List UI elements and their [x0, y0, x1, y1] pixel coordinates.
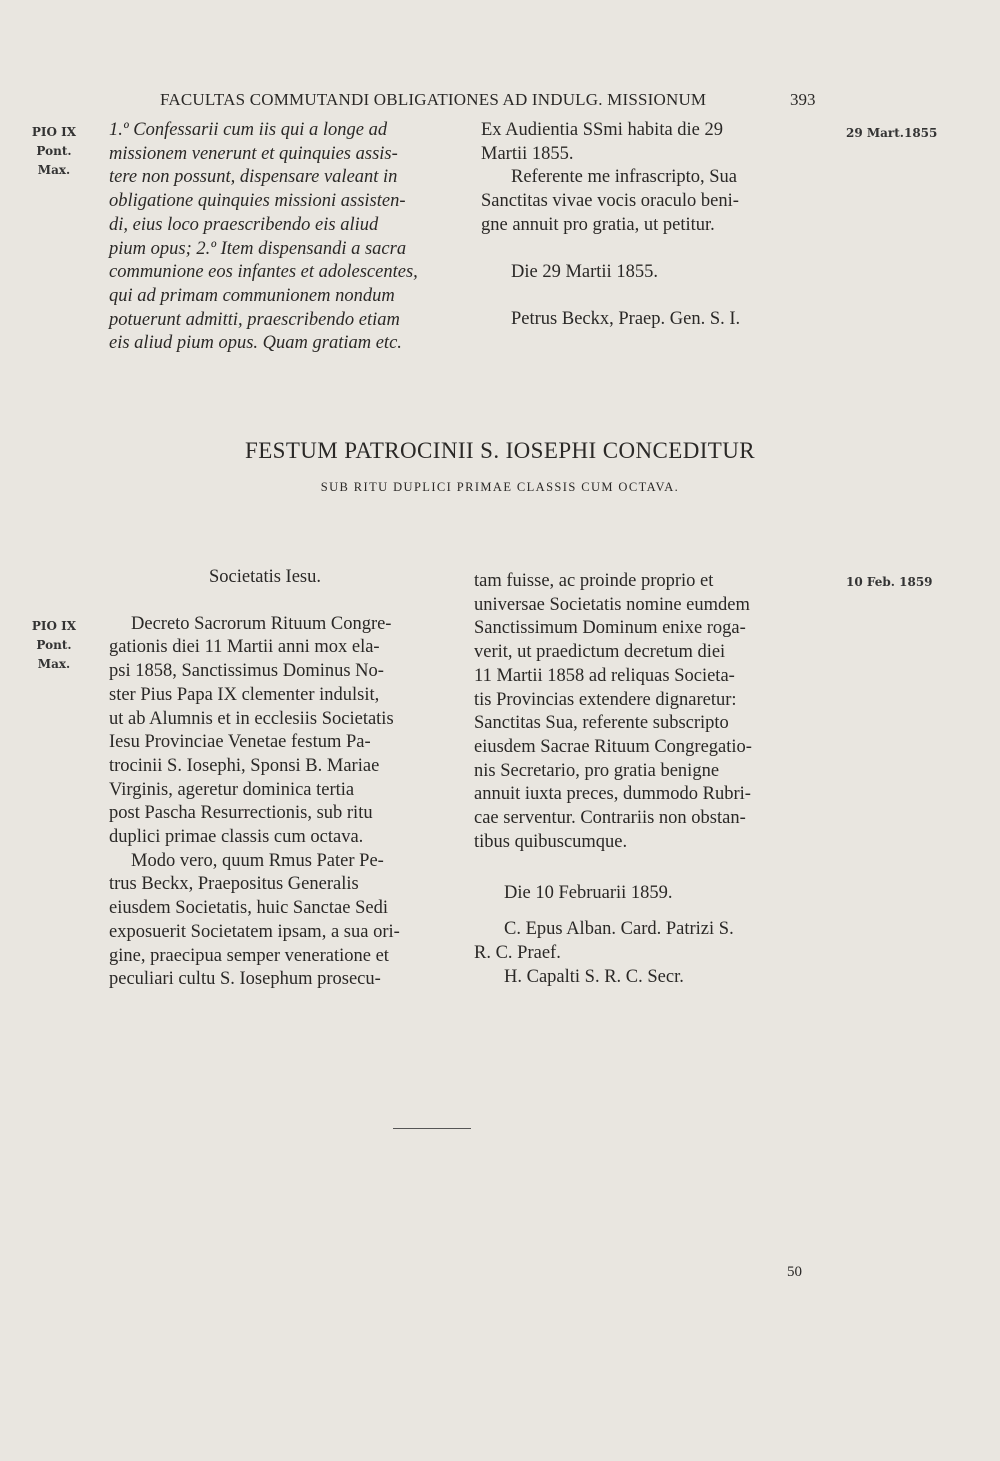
text-line: Decreto Sacrorum Rituum Congre-	[131, 613, 392, 634]
text-line: pium opus; 2.º Item dispensandi a sacra	[109, 238, 407, 259]
text-line: communione eos infantes et adolescentes,	[109, 262, 418, 283]
section-title: FESTUM PATROCINII S. IOSEPHI CONCEDITUR	[245, 438, 755, 463]
text-line: Modo vero, quum Rmus Pater Pe-	[131, 850, 384, 871]
text-line: tere non possunt, dispensare valeant in	[109, 167, 398, 188]
text-line: tibus quibuscumque.	[474, 831, 628, 852]
text-line: 1.º Confessarii cum iis qui a longe ad	[109, 120, 388, 140]
signature-mark: 50	[787, 1264, 802, 1280]
signature-line: R. C. Praef.	[474, 942, 561, 963]
text-line: tam fuisse, ac proinde proprio et	[474, 571, 714, 591]
margin-note-pope-1-name: PIO IX	[31, 125, 77, 139]
signature-line: Petrus Beckx, Praep. Gen. S. I.	[511, 309, 741, 330]
text-line: eiusdem Sacrae Rituum Congregatio-	[474, 736, 752, 757]
section1-left-column	[109, 119, 457, 356]
margin-note-pope-1	[22, 123, 86, 180]
margin-note-date-1: 29 Mart.1855	[846, 126, 938, 140]
text-line: psi 1858, Sanctissimus Dominus No-	[109, 661, 384, 682]
text-line: post Pascha Resurrectionis, sub ritu	[109, 803, 373, 824]
margin-note-pope-2	[22, 617, 86, 674]
referente-line: Referente me infrascripto, Sua	[511, 167, 738, 188]
margin-note-pope-2-title: Pont. Max.	[36, 638, 72, 671]
text-line: annuit iuxta preces, dummodo Rubri-	[474, 784, 751, 805]
text-line: Iesu Provinciae Venetae festum Pa-	[109, 732, 371, 753]
text-line: nis Secretario, pro gratia benigne	[474, 760, 720, 781]
text-line: missionem venerunt et quinquies assis-	[109, 143, 398, 164]
closing-rule	[393, 1128, 471, 1129]
text-line: trocinii S. Iosephi, Sponsi B. Mariae	[109, 755, 380, 776]
text-line: ut ab Alumnis et in ecclesiis Societatis	[109, 708, 394, 729]
text-line: Sanctitas Sua, referente subscripto	[474, 713, 729, 734]
sub-heading: Societatis Iesu.	[209, 567, 322, 587]
signature-line: C. Epus Alban. Card. Patrizi S.	[504, 919, 734, 940]
text-line: gine, praecipua semper veneratione et	[109, 945, 389, 966]
text-line: eiusdem Societatis, huic Sanctae Sedi	[109, 898, 388, 919]
text-line: Virginis, ageretur dominica tertia	[109, 779, 355, 800]
text-line: ster Pius Papa IX clementer indulsit,	[109, 684, 380, 705]
text-line: universae Societatis nomine eumdem	[474, 594, 750, 615]
audientia-line: Ex Audientia SSmi habita die 29	[481, 120, 724, 140]
audientia-line: Martii 1855.	[481, 143, 574, 164]
running-header: FACULTAS COMMUTANDI OBLIGATIONES AD INDULG. MISSIONUM	[160, 90, 707, 109]
referente-line: gne annuit pro gratia, ut petitur.	[481, 214, 715, 235]
section2-right-column	[474, 570, 826, 989]
section-subtitle: SUB RITU DUPLICI PRIMAE CLASSIS CUM OCTAVA.	[320, 480, 680, 494]
text-line: qui ad primam communionem nondum	[109, 285, 395, 306]
text-line: di, eius loco praescribendo eis aliud	[109, 214, 379, 235]
margin-note-pope-1-title: Pont. Max.	[36, 144, 72, 177]
text-line: potuerunt admitti, praescribendo etiam	[109, 309, 400, 330]
text-line: exposuerit Societatem ipsam, a sua ori-	[109, 921, 400, 942]
text-line: tis Provincias extendere dignaretur:	[474, 689, 737, 710]
text-line: peculiari cultu S. Iosephum prosecu-	[109, 969, 381, 990]
text-line: verit, ut praedictum decretum diei	[474, 642, 726, 663]
text-line: cae serventur. Contrariis non obstan-	[474, 808, 746, 829]
referente-line: Sanctitas vivae vocis oraculo beni-	[481, 191, 739, 212]
text-line: gationis diei 11 Martii anni mox ela-	[109, 637, 380, 658]
text-line: eis aliud pium opus. Quam gratiam etc.	[109, 333, 402, 354]
text-line: 11 Martii 1858 ad reliquas Societa-	[474, 665, 735, 686]
page-number: 393	[790, 90, 816, 109]
margin-note-pope-2-name: PIO IX	[31, 619, 77, 633]
text-line: Sanctissimum Dominum enixe roga-	[474, 618, 746, 639]
section1-right-column	[481, 119, 827, 332]
signature-line: H. Capalti S. R. C. Secr.	[504, 966, 684, 987]
text-line: trus Beckx, Praepositus Generalis	[109, 874, 359, 895]
margin-note-date-2: 10 Feb. 1859	[846, 575, 933, 589]
section2-left-column	[109, 566, 457, 992]
text-line: obligatione quinquies missioni assisten-	[109, 191, 406, 212]
text-line: duplici primae classis cum octava.	[109, 827, 364, 848]
date-line: Die 29 Martii 1855.	[511, 261, 658, 282]
date-line: Die 10 Februarii 1859.	[504, 883, 673, 904]
